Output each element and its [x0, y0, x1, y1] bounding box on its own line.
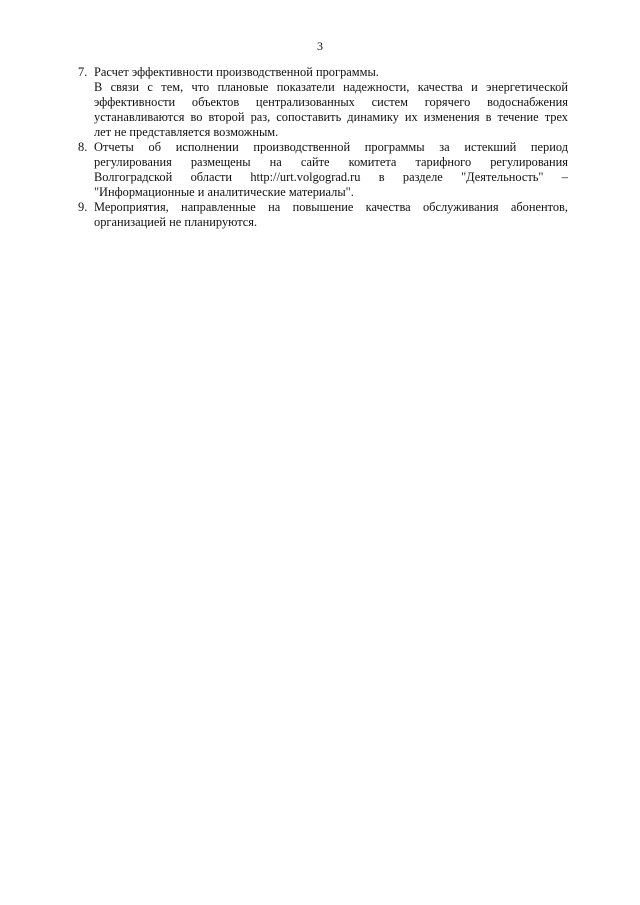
- item-8-line-1: Отчеты об исполнении производственной программы за истекший период: [94, 140, 568, 154]
- item-9-line-1: Мероприятия, направленные на повышение качества обслуживания абонентов,: [94, 200, 568, 214]
- page-number: 3: [317, 39, 323, 53]
- list-item-7: [78, 65, 568, 140]
- item-8-line-4: "Информационные и аналитические материалы".: [94, 185, 354, 199]
- list-item-number: 7.: [78, 65, 88, 79]
- item-7-heading: Расчет эффективности производственной программы.: [94, 65, 379, 79]
- item-7-line-4: устанавливаются во второй раз, сопоставить динамику их изменения в течение трех: [94, 110, 568, 124]
- item-8-line-2: регулирования размещены на сайте комитета тарифного регулирования: [94, 155, 568, 169]
- item-7-line-3: эффективности объектов централизованных систем горячего водоснабжения: [94, 95, 568, 109]
- item-9-line-2: организацией не планируются.: [94, 215, 258, 229]
- list-item-number: 8.: [78, 140, 88, 154]
- numbered-list: [78, 65, 568, 230]
- item-7-line-5: лет не представляется возможным.: [94, 125, 279, 139]
- list-item-8: [78, 140, 568, 200]
- list-item-9: [78, 200, 568, 230]
- item-8-line-3: Волгоградской области http://urt.volgograd.ru в разделе "Деятельность" –: [94, 170, 568, 184]
- item-7-line-2: В связи с тем, что плановые показатели надежности, качества и энергетической: [94, 80, 568, 94]
- list-item-number: 9.: [78, 200, 88, 214]
